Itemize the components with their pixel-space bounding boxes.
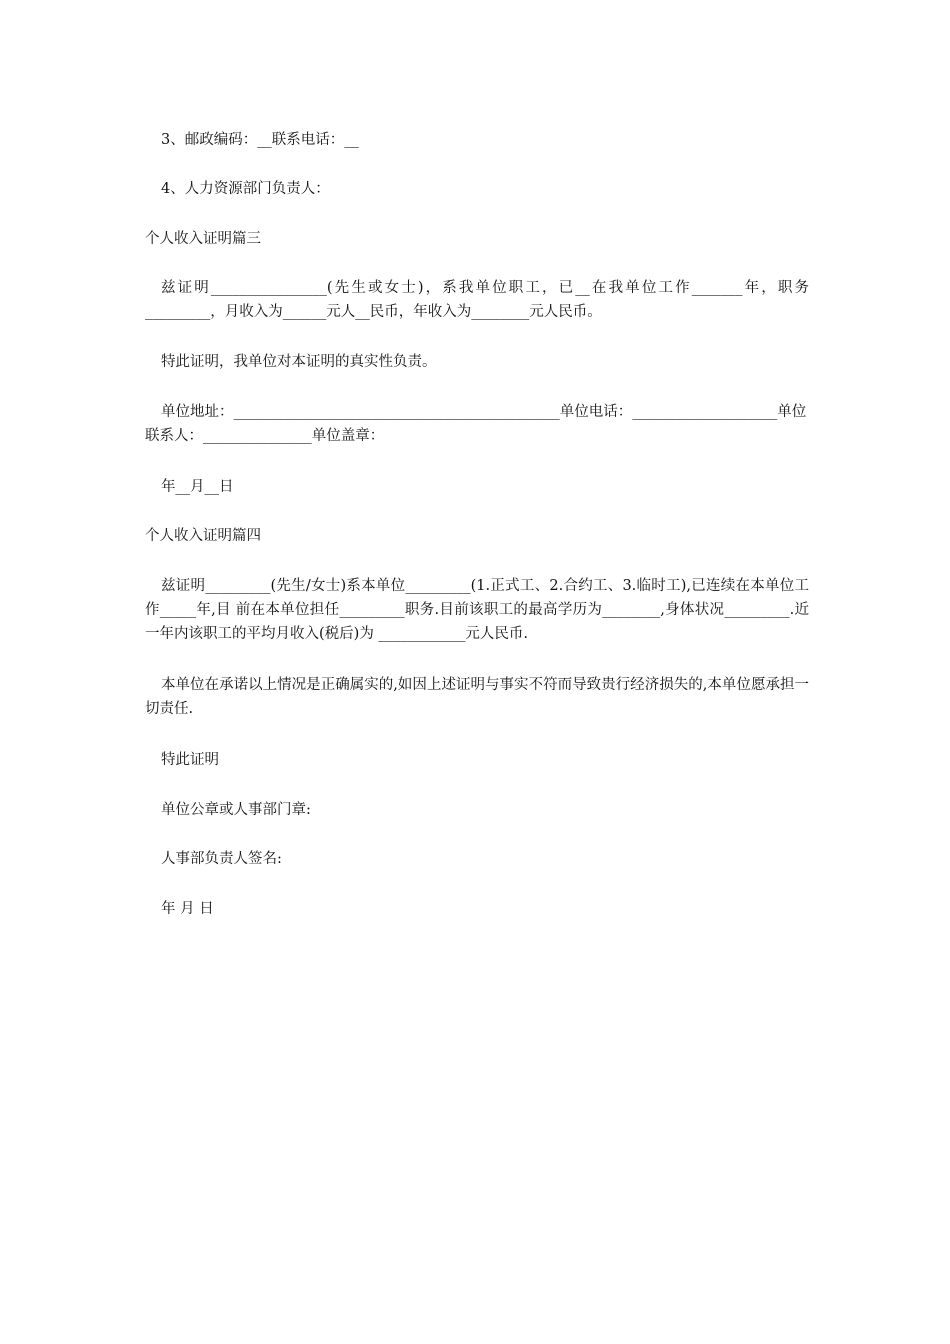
employment-certificate-body: 兹证明_________(先生/女士)系本单位_________(1.正式工、2.合约工、3.临时工),已连续在本单位工作_____年,目 前在本单位担任_________职务.目前该职工的最高学历为________,身体状况_________.近一年内该职工的平均月收入(税后)为 ____________元人民币.: [145, 578, 809, 642]
official-seal-line: 单位公章或人事部门章:: [161, 802, 311, 818]
postal-code-contact-line: 3、邮政编码：__联系电话：__: [161, 132, 359, 148]
authenticity-statement: 特此证明，我单位对本证明的真实性负责。: [161, 354, 437, 370]
hereby-certify-line: 特此证明: [161, 752, 219, 768]
unit-address-info: 单位地址：_____________________________________________单位电话：____________________单位联系人：_______________单位盖章：: [145, 404, 807, 444]
section-heading-part-four: 个人收入证明篇四: [145, 528, 261, 544]
date-line: 年__月__日: [161, 479, 234, 495]
commitment-statement: 本单位在承诺以上情况是正确属实的,如因上述证明与事实不符而导致贵行经济损失的,本单位愿承担一切责任.: [145, 677, 809, 717]
hr-signature-line: 人事部负责人签名:: [161, 851, 282, 867]
section-heading-part-three: 个人收入证明篇三: [145, 231, 261, 247]
final-date-line: 年 月 日: [161, 901, 214, 917]
income-certificate-body: 兹证明________________(先生或女士)，系我单位职工，已__在我单位工作_______年，职务_________，月收入为______元人__民币，年收入为________元人民币。: [145, 280, 809, 320]
hr-manager-line: 4、人力资源部门负责人：: [161, 181, 330, 197]
